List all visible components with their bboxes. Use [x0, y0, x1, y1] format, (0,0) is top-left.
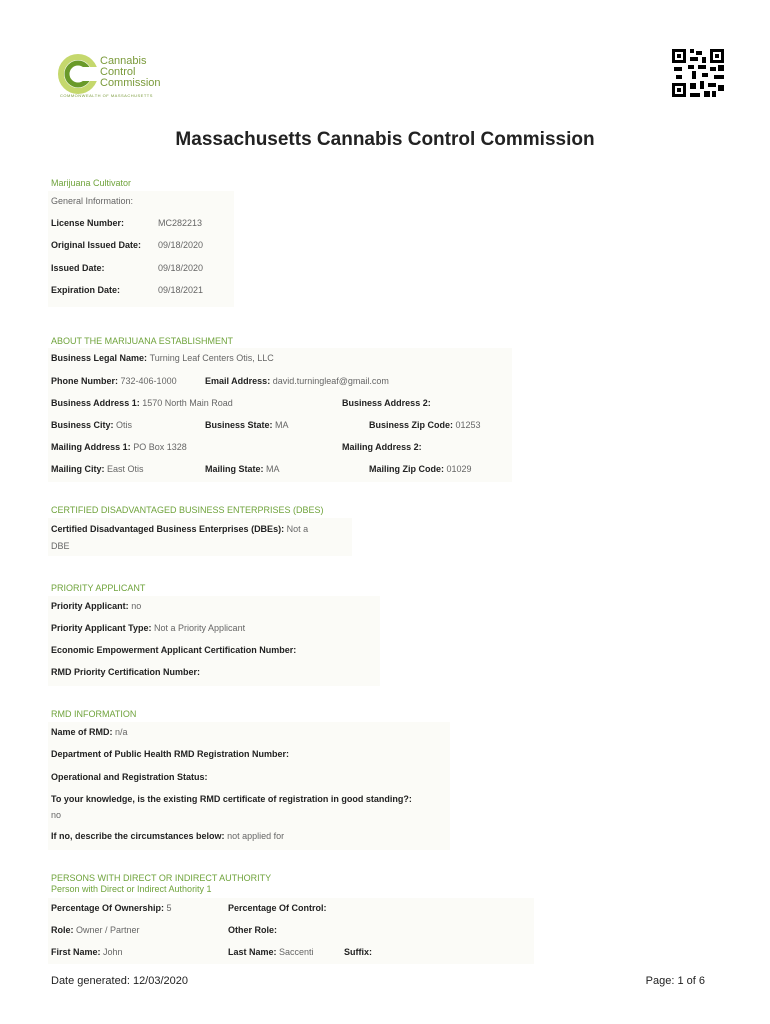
establishment-heading: ABOUT THE MARIJUANA ESTABLISHMENT: [51, 336, 234, 346]
good-standing-value: no: [51, 810, 62, 820]
control-field: Percentage Of Control:: [228, 903, 327, 913]
mailing-state-field: Mailing State: MA: [205, 464, 280, 474]
date-generated: Date generated: 12/03/2020: [51, 975, 189, 987]
dbe-field: Certified Disadvantaged Business Enterprises (DBEs): Not a: [51, 524, 309, 534]
dbe-heading: CERTIFIED DISADVANTAGED BUSINESS ENTERPRISES (DBES): [51, 505, 324, 515]
mailing-zip-field: Mailing Zip Code: 01029: [369, 464, 472, 474]
good-standing-field: To your knowledge, is the existing RMD certificate of registration in good standing?:: [51, 794, 412, 804]
last-name-field: Last Name: Saccenti: [228, 947, 314, 957]
persons-subheading: Person with Direct or Indirect Authority 1: [51, 884, 212, 894]
logo-wordmark: Cannabis Control Commission: [100, 55, 161, 89]
original-issued-label: Original Issued Date:: [51, 240, 142, 250]
persons-heading: PERSONS WITH DIRECT OR INDIRECT AUTHORITY: [51, 873, 272, 883]
expiration-date-label: Expiration Date:: [51, 285, 121, 295]
rmd-priority-field: RMD Priority Certification Number:: [51, 667, 201, 677]
economic-empowerment-field: Economic Empowerment Applicant Certification Number:: [51, 645, 297, 655]
business-zip-field: Business Zip Code: 01253: [369, 420, 481, 430]
dph-registration-field: Department of Public Health RMD Registration Number:: [51, 749, 290, 759]
license-heading: Marijuana Cultivator: [51, 178, 132, 188]
phone-field: Phone Number: 732-406-1000: [51, 376, 177, 386]
general-info-label: General Information:: [51, 196, 134, 206]
first-name-field: First Name: John: [51, 947, 123, 957]
ownership-field: Percentage Of Ownership: 5: [51, 903, 172, 913]
business-address2-field: Business Address 2:: [342, 398, 431, 408]
business-state-field: Business State: MA: [205, 420, 289, 430]
issued-date-label: Issued Date:: [51, 263, 105, 273]
license-number-label: License Number:: [51, 218, 125, 228]
issued-date-value: 09/18/2020: [158, 263, 204, 273]
page-number: Page: 1 of 6: [645, 975, 705, 987]
other-role-field: Other Role:: [228, 925, 278, 935]
establishment-panel: [48, 348, 512, 482]
priority-type-field: Priority Applicant Type: Not a Priority Applicant: [51, 623, 246, 633]
logo-subtitle: COMMONWEALTH OF MASSACHUSETTS: [60, 93, 153, 98]
business-address1-field: Business Address 1: 1570 North Main Road: [51, 398, 233, 408]
dbe-field-continued: DBE: [51, 541, 70, 551]
expiration-date-value: 09/18/2021: [158, 285, 204, 295]
mailing-address1-field: Mailing Address 1: PO Box 1328: [51, 442, 187, 452]
registration-status-field: Operational and Registration Status:: [51, 772, 208, 782]
suffix-field: Suffix:: [344, 947, 372, 957]
legal-name-field: Business Legal Name: Turning Leaf Centers Otis, LLC: [51, 353, 274, 363]
role-field: Role: Owner / Partner: [51, 925, 140, 935]
mailing-address2-field: Mailing Address 2:: [342, 442, 422, 452]
mailing-city-field: Mailing City: East Otis: [51, 464, 144, 474]
qr-code-icon: [672, 49, 724, 97]
original-issued-value: 09/18/2020: [158, 240, 204, 250]
license-number-value: MC282213: [158, 218, 203, 228]
rmd-heading: RMD INFORMATION: [51, 709, 137, 719]
circumstances-field: If no, describe the circumstances below: not applied for: [51, 831, 285, 841]
priority-heading: PRIORITY APPLICANT: [51, 583, 146, 593]
page-title: Massachusetts Cannabis Control Commission: [175, 129, 595, 150]
business-city-field: Business City: Otis: [51, 420, 133, 430]
email-field: Email Address: david.turningleaf@gmail.com: [205, 376, 389, 386]
priority-applicant-field: Priority Applicant: no: [51, 601, 142, 611]
rmd-name-field: Name of RMD: n/a: [51, 727, 128, 737]
